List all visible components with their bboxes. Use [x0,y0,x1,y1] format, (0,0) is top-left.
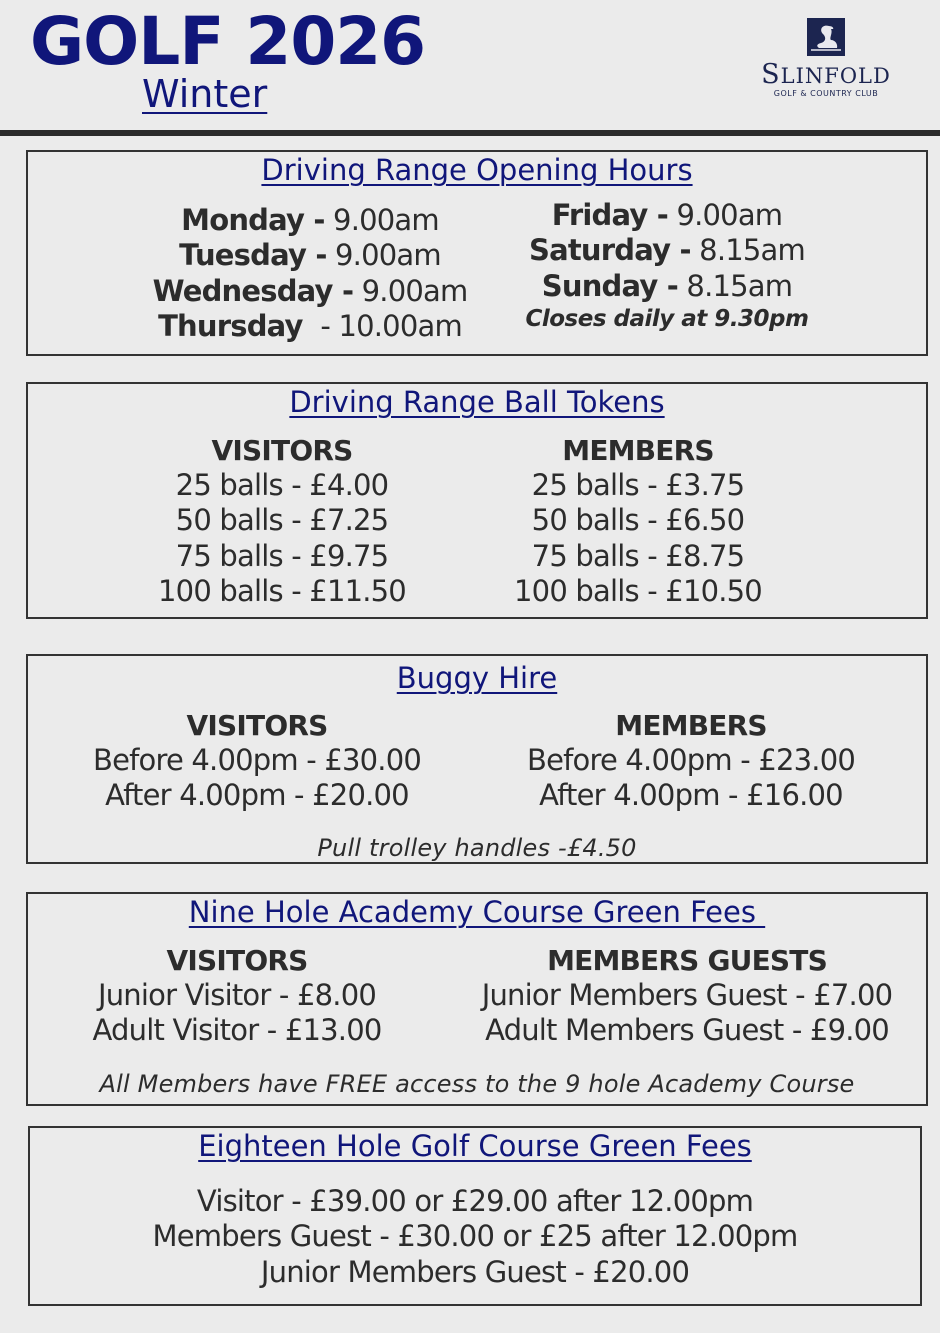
price-line: 75 balls - £8.75 [531,538,745,573]
nine-hole-panel [26,892,928,1106]
visitors-label: VISITORS [211,434,353,467]
price-line: 75 balls - £9.75 [175,538,389,573]
page-title: GOLF 2026 [30,3,426,80]
ball-tokens-visitors [128,433,436,609]
price-line: 25 balls - £3.75 [531,468,745,502]
hours-row-tuesday: Tuesday - 9.00am [179,238,441,273]
ball-tokens-panel [26,382,928,619]
price-line: 25 balls - £4.00 [175,468,389,502]
price-line: Before 4.00pm - £23.00 [526,743,856,777]
hours-row-monday: Monday - 9.00am [181,203,439,237]
closing-time-note: Closes daily at 9.30pm [525,305,809,332]
buggy-hire-heading: Buggy Hire [396,661,558,695]
academy-free-note: All Members have FREE access to the 9 hole Academy Course [99,1070,855,1098]
price-line: Junior Members Guest - £20.00 [260,1254,690,1289]
buggy-visitors [68,708,446,814]
price-line: After 4.00pm - £16.00 [539,778,843,813]
trolley-note: Pull trolley handles -£4.50 [317,834,637,862]
members-guests-label: MEMBERS GUESTS [547,944,827,977]
eighteen-hole-prices [30,1184,920,1290]
price-line: Visitor - £39.00 or £29.00 after 12.00pm [196,1184,754,1218]
price-line: 50 balls - £7.25 [175,503,389,538]
price-line: Junior Members Guest - £7.00 [481,978,893,1012]
eighteen-hole-panel [28,1126,922,1306]
hours-row-friday: Friday - 9.00am [551,198,783,232]
logo-tagline: GOLF & COUNTRY CLUB [773,89,879,98]
price-line: After 4.00pm - £20.00 [105,778,409,813]
buggy-hire-panel [26,654,928,864]
members-label: MEMBERS [615,709,767,742]
hours-row-wednesday: Wednesday - 9.00am [152,273,468,308]
hours-row-sunday: Sunday - 8.15am [541,268,793,303]
opening-hours-left [118,203,502,344]
club-logo [755,18,897,110]
price-line: Adult Members Guest - £9.00 [485,1013,889,1048]
hours-row-thursday: Thursday - 10.00am [158,308,462,343]
buggy-members [502,708,880,814]
price-line: 50 balls - £6.50 [531,503,745,538]
price-line: Members Guest - £30.00 or £25 after 12.00pm [152,1219,798,1254]
price-line: Junior Visitor - £8.00 [97,978,377,1012]
price-line: Before 4.00pm - £30.00 [92,743,422,777]
visitors-label: VISITORS [166,944,308,977]
page-subtitle: Winter [142,72,268,116]
opening-hours-right [474,198,860,334]
price-line: 100 balls - £11.50 [158,573,406,608]
header-divider [0,130,940,136]
price-line: 100 balls - £10.50 [514,573,762,608]
members-label: MEMBERS [562,434,714,467]
visitors-label: VISITORS [186,709,328,742]
price-line: Adult Visitor - £13.00 [92,1013,382,1048]
logo-wordmark: SLINFOLD [761,59,891,90]
opening-hours-panel [26,150,928,356]
ball-tokens-members [490,433,786,609]
nine-hole-heading: Nine Hole Academy Course Green Fees [188,895,766,929]
swan-icon [807,18,845,56]
nine-hole-guests [466,943,908,1049]
opening-hours-heading: Driving Range Opening Hours [261,153,693,187]
eighteen-hole-heading: Eighteen Hole Golf Course Green Fees [198,1129,752,1163]
ball-tokens-heading: Driving Range Ball Tokens [289,385,665,419]
hours-row-saturday: Saturday - 8.15am [529,233,805,268]
nine-hole-visitors [78,943,396,1049]
